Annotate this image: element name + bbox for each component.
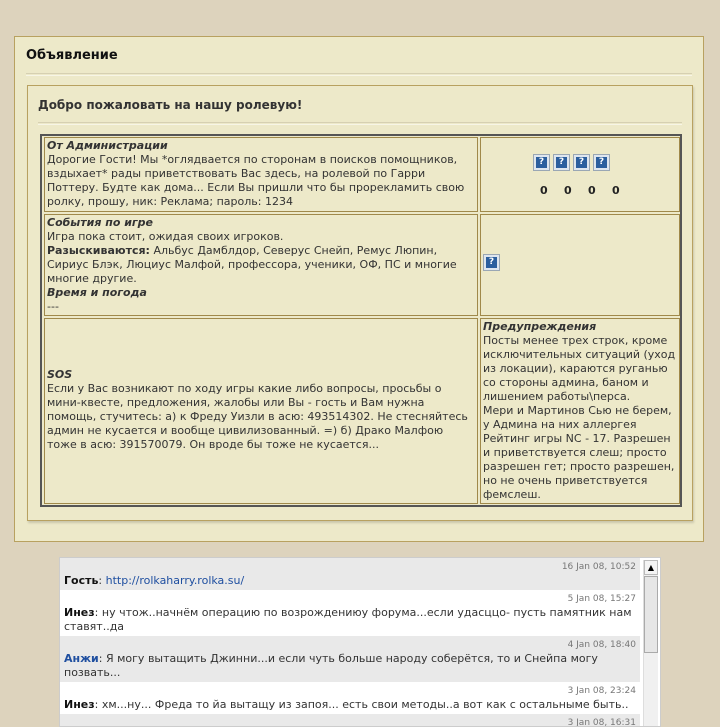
message-line: Анжи: Я могу вытащить Джинни...и если чуть больше народу соберётся, то и Снейпа могу позвать... (64, 652, 598, 679)
question-icon[interactable]: ? (573, 154, 590, 171)
weather-text: --- (47, 300, 59, 313)
message-time: 3 Jan 08, 16:31 (567, 718, 636, 727)
warnings-text-2: Мери и Мартинов Сью не берем, у Админа на них аллергея Рейтинг игры NC - 17. Разрешен и приветствуется слеш; просто разрешен гет; просто разрешен, но не очень приветствуется фемслеш. (483, 404, 675, 501)
stats-counts (540, 184, 636, 198)
message-user[interactable]: Анжи (64, 652, 99, 665)
message-time: 3 Jan 08, 23:24 (567, 686, 636, 696)
divider (26, 73, 692, 74)
scroll-thumb[interactable] (644, 576, 658, 653)
events-text: Игра пока стоит, ожидая своих игроков. (47, 230, 284, 243)
info-table (40, 134, 682, 507)
stats-icons (533, 154, 613, 175)
chat-scrollbar[interactable] (643, 560, 658, 726)
chat-message (60, 590, 640, 636)
admin-cell (44, 137, 478, 212)
welcome-panel (27, 85, 693, 521)
events-cell (44, 214, 478, 316)
chat-message (60, 714, 640, 727)
stat-count: 0 (540, 184, 548, 197)
question-icon[interactable]: ? (533, 154, 550, 171)
admin-heading: От Администрации (47, 139, 168, 152)
stats-cell (480, 137, 680, 212)
question-icon[interactable]: ? (483, 254, 500, 271)
message-user[interactable]: Инез (64, 606, 95, 619)
message-time: 4 Jan 08, 18:40 (567, 640, 636, 650)
message-user[interactable]: Гость (64, 574, 99, 587)
sos-text: Если у Вас возникают по ходу игры какие либо вопросы, просьбы о мини-квесте, предложения, жалобы или Вы - гость и Вам нужна помощь, стучитесь: а) к Фреду Уизли в асю: 493514302. Не стесняйтесь админ не кусается и вообще цивилизованный. =) б) Драко Малфою тоже в асю: 391570079. Он вроде бы тоже не кусается... (47, 382, 468, 451)
chat-message (60, 558, 640, 590)
sos-heading: SOS (47, 368, 73, 381)
warnings-heading: Предупреждения (483, 320, 597, 333)
chat-messages (60, 558, 660, 727)
message-text: Я могу вытащить Джинни...и если чуть больше народу соберётся, то и Снейпа могу позвать... (64, 652, 598, 679)
warnings-cell (480, 318, 680, 504)
message-text: ну чтож..начнём операцию по возрождениюу форума...если удасццо- пусть памятник нам ставят..да (64, 606, 632, 633)
scroll-up-arrow-icon[interactable]: ▲ (644, 560, 658, 575)
divider (38, 122, 682, 123)
message-text: хм...ну... Фреда то йа вытащу из запоя... есть свои методы..а вот как с остальныме быть.. (101, 698, 629, 711)
message-line: Гость: http://rolkaharry.rolka.su/ (64, 574, 245, 587)
wanted-label: Разыскиваются: (47, 244, 150, 257)
chat-box (59, 557, 661, 727)
stat-count: 0 (612, 184, 620, 197)
question-icon[interactable]: ? (593, 154, 610, 171)
weather-heading: Время и погода (47, 286, 147, 299)
stat-count: 0 (564, 184, 572, 197)
message-time: 5 Jan 08, 15:27 (567, 594, 636, 604)
chat-message (60, 682, 640, 714)
message-link[interactable]: http://rolkaharry.rolka.su/ (105, 574, 245, 587)
divider-highlight (26, 75, 692, 76)
message-line: Инез: хм...ну... Фреда то йа вытащу из запоя... есть свои методы..а вот как с остальныме быть.. (64, 698, 629, 711)
warnings-text-1: Посты менее трех строк, кроме исключительных ситуаций (уход из локации), караются руганью со стороны админа, баном и лишением работы\перса. (483, 334, 676, 403)
message-line: Инез: ну чтож..начнём операцию по возрождениюу форума...если удасццо- пусть памятник нам ставят..да (64, 606, 632, 633)
chat-message (60, 636, 640, 682)
events-heading: События по игре (47, 216, 154, 229)
message-user[interactable]: Инез (64, 698, 95, 711)
announcement-panel (14, 36, 704, 542)
wanted-text: Альбус Дамблдор, Северус Снейп, Ремус Люпин, Сириус Блэк, Люциус Малфой, профессора, ученики, ОФ, ПС и многие многие другие. (47, 244, 457, 285)
divider-highlight (38, 124, 682, 125)
welcome-title: Добро пожаловать на нашу ролевую! (38, 98, 303, 112)
admin-text: Дорогие Гости! Мы *оглядвается по сторонам в поисков помощников, вздыхает* рады приветствовать Вас здесь, на ролевой по Гарри Поттеру. Будте как дома... Если Вы пришли что бы прорекламить свою ролку, прошу, ник: Реклама; пароль: 1234 (47, 153, 465, 208)
announcement-title: Объявление (26, 48, 118, 63)
image-cell (480, 214, 680, 316)
sos-cell (44, 318, 478, 504)
question-icon[interactable]: ? (553, 154, 570, 171)
message-time: 16 Jan 08, 10:52 (561, 562, 636, 572)
stat-count: 0 (588, 184, 596, 197)
